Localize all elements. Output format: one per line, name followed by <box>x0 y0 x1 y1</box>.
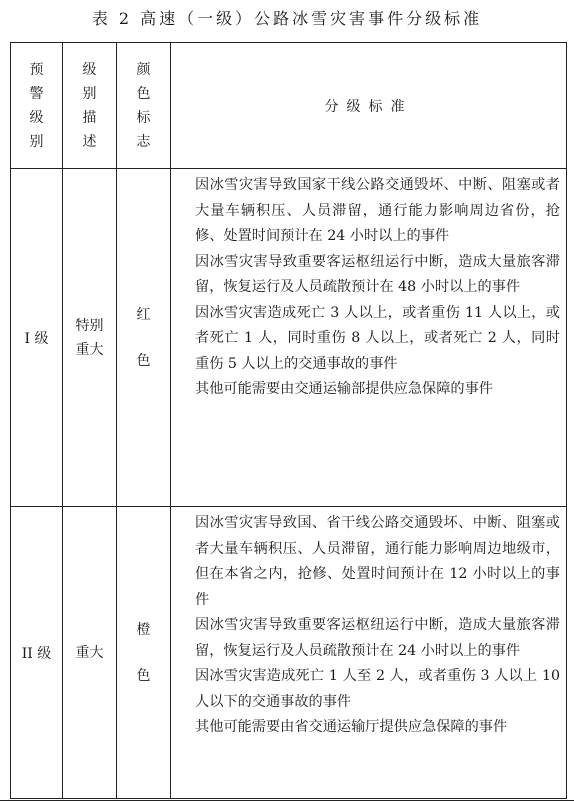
color-char: 色 <box>136 352 151 369</box>
header-char: 预 <box>29 61 44 78</box>
header-char: 警 <box>29 85 44 102</box>
criteria-item: 其他可能需要由交通运输部提供应急保障的事件 <box>195 381 493 397</box>
criteria-item: 因冰雪灾害造成死亡 1 人至 2 人，或者重伤 3 人以上 10 人以下的交通事故的事件 <box>195 668 560 710</box>
level-desc-cell <box>63 169 117 507</box>
criteria-item: 因冰雪灾害导致国家干线公路交通毁坏、中断、阻塞或者大量车辆积压、人员滞留，通行能力影响周边省份，抢修、处置时间预计在 24 小时以上的事件 <box>195 177 560 244</box>
header-char: 别 <box>29 133 44 150</box>
header-char: 描 <box>82 109 97 126</box>
table-row <box>11 169 567 507</box>
level-cell: II 级 <box>11 507 63 799</box>
criteria-item: 因冰雪灾害导致国、省干线公路交通毁坏、中断、阻塞或者大量车辆积压、人员滞留，通行能力影响周边地级市，但在本省之内，抢修、处置时间预计在 12 小时以上的事件 <box>195 515 560 608</box>
header-char: 别 <box>82 85 97 102</box>
header-color-mark <box>117 43 171 169</box>
desc-line: 重大 <box>75 341 104 358</box>
table-row <box>11 507 567 799</box>
level-desc-cell <box>63 507 117 799</box>
header-char: 级 <box>29 109 44 126</box>
criteria-item: 因冰雪灾害造成死亡 3 人以上，或者重伤 11 人以上，或者死亡 1 人，同时重伤 8 人以上，或者死亡 2 人，同时重伤 5 人以上的交通事故的事件 <box>195 304 560 372</box>
header-char: 色 <box>136 85 151 102</box>
desc-line: 特别 <box>75 317 104 334</box>
header-char: 颜 <box>136 61 151 78</box>
table-title: 表 2 高速（一级）公路冰雪灾害事件分级标准 <box>91 9 483 28</box>
criteria-cell <box>171 507 567 799</box>
header-criteria: 分级标准 <box>171 43 567 169</box>
criteria-item: 因冰雪灾害导致重要客运枢纽运行中断，造成大量旅客滞留，恢复运行及人员疏散预计在 24 小时以上的事件 <box>195 617 560 659</box>
color-char: 橙 <box>136 621 151 638</box>
color-cell <box>117 507 171 799</box>
color-char: 红 <box>136 306 151 323</box>
desc-line: 重大 <box>75 644 104 661</box>
bottom-rule <box>0 800 574 801</box>
header-char: 述 <box>82 133 97 150</box>
header-char: 标 <box>136 109 151 126</box>
criteria-item: 因冰雪灾害导致重要客运枢纽运行中断，造成大量旅客滞留，恢复运行及人员疏散预计在 48 小时以上的事件 <box>195 253 560 295</box>
header-char: 志 <box>136 133 151 150</box>
criteria-item: 其他可能需要由省交通运输厅提供应急保障的事件 <box>195 719 508 735</box>
header-char: 级 <box>82 61 97 78</box>
criteria-cell <box>171 169 567 507</box>
header-warning-level <box>11 43 63 169</box>
color-cell <box>117 169 171 507</box>
classification-table <box>10 42 567 799</box>
color-char: 色 <box>136 667 151 684</box>
level-cell: I 级 <box>11 169 63 507</box>
table-header-row <box>11 43 567 169</box>
header-level-desc <box>63 43 117 169</box>
